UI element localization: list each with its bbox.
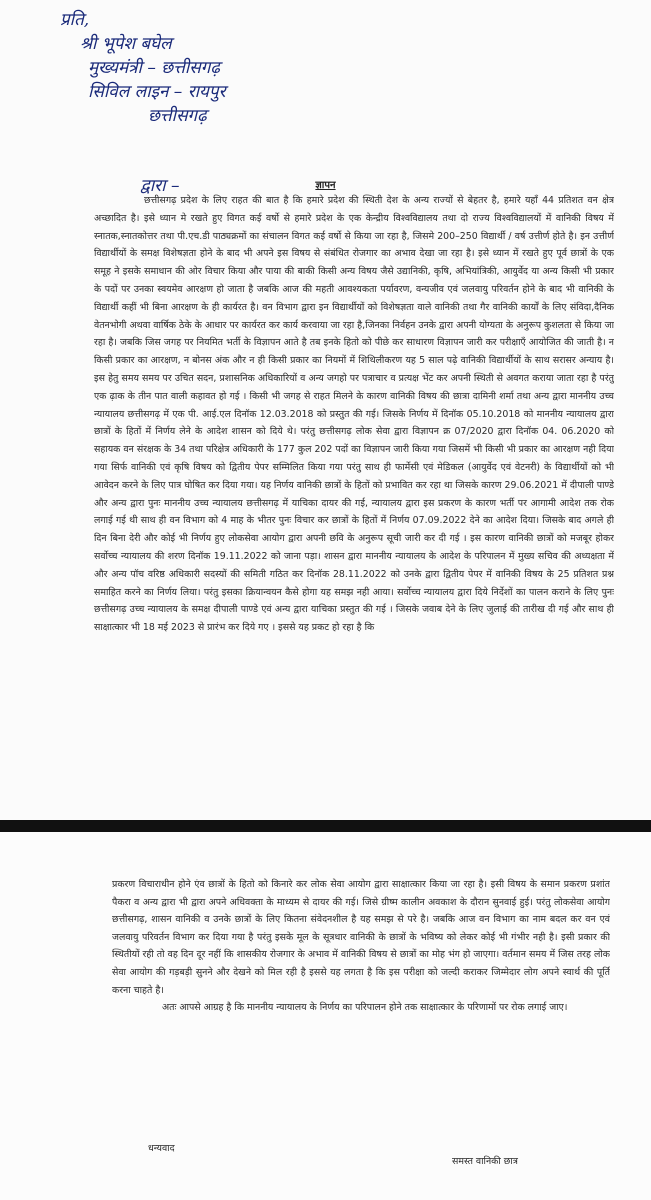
handwritten-address-block	[60, 8, 226, 128]
page-1-paragraph: छत्तीसगढ़ प्रदेश के लिए राहत की बात है कि हमारे प्रदेश की स्थिती देश के अन्य राज्यों से बेहतर है, हमारे यहाँ 44 प्रतिशत वन क्षेत्र अच्छादित है। इसे ध्यान मे रखते हुए विगत कई वर्षो से हमारे प्रदेश के एक केन्द्रीय विश्वविद्यालय तथा दो राज्य विश्वविद्यालयों में वानिकी विषय में स्नातक,स्नातकोत्तर तथा पी.एच.डी पाठ्यक्रमों का संचालन विगत कई वर्षो से किया जा रहा है, जिसमे 200–250 विद्यार्थी / वर्ष उत्तीर्ण होते है। इन उत्तीर्ण विद्यार्थीयों के समक्ष विशेषज्ञता होने के बाद भी अपने इस विषय से संबंधित रोजगार का अभाव देखा जा रहा है। इसे ध्यान में रखते हुए पूर्व छात्रों के एक समूह ने इसके समाधान की ओर विचार किया और पाया की बाकी किसी अन्य विषय जैसे उद्यानिकी, कृषि, अभियांत्रिकी, आयुर्वेद या अन्य किसी भी प्रकार के पदों पर उनका स्वयमेव आरक्षण हो जाता है जबकि आज की महती आवश्यकता पर्यावरण, वन्यजीव एवं जलवायु परिवर्तन होने के बाद भी वानिकी के विद्यार्थी कहीं भी बिना आरक्षण के ही कार्यरत है। वन विभाग द्वारा इन विद्यार्थीयों को विशेषज्ञता वाले वानिकी तथा गैर वानिकी कार्यों के लिए संविदा,दैनिक वेतनभोगी अथवा वार्षिक ठेके के आधार पर कार्यरत कर कार्य करवाया जा रहा है,जिनका निर्वहन उनके द्वारा अपनी योग्यता के अनुरूप कुशलता से किया जा रहा है। जबकि जिस जगह पर नियमित भर्ती के विज्ञापन आते है तब इनके हितो को पीछे कर साधारण विज्ञापन जारी कर परीक्षाएँ आयोजित की जाती है। न किसी प्रकार का आरक्षण, न बोनस अंक और न ही किसी प्रकार का नियमों में शिथिलीकरण यह 5 साल पढ़े वानिकी विद्यार्थीयों के साथ सरासर अन्याय है। इस हेतु समय समय पर उचित सदन, प्रशासनिक अधिकारियों व अन्य जगहो पर पत्राचार व प्रत्यक्ष भेंट कर अपनी स्थिती से अवगत कराया जाता रहा है परंतु एक ढ़ाक के तीन पात वाली कहावत हो गई । किसी भी जगह से राहत मिलने के कारण वानिकी विषय की छात्रा दामिनी शर्मा तथा अन्य द्वारा माननीय उच्च न्यायालय छत्तीसगढ़ में एक पी. आई.एल दिनॉक 12.03.2018 को प्रस्तुत की गई। जिसके निर्णय में दिनॉक 05.10.2018 को माननीय न्यायालय द्वारा छात्रों के हितों में निर्णय लेने के आदेश शासन को दिये थे। परंतु छत्तीसगढ़ लोक सेवा द्वारा विज्ञापन क्र 07/2020 द्वारा दिनॉक 04. 06.2020 को सहायक वन संरक्षक के 34 तथा परिक्षेत्र अधिकारी के 177 कुल 202 पदों का विज्ञापन जारी किया गया जिसमें भी किसी भी प्रकार का आरक्षण नही दिया गया सिर्फ वानिकी एवं कृषि विषय को द्वितीय पेपर सम्मिलित किया गया परंतु साथ ही फार्मेसी एवं मेडिकल (आयुर्वेद एवं वेटनरी) के विद्यार्थीयों को भी आवेदन करने के लिए पात्र घोषित कर दिया गया। यह निर्णय वानिकी छात्रों के हितों को प्रभावित कर रहा था जिसके कारण 29.06.2021 में दीपाली पाण्डे और अन्य द्वारा पुनः माननीय उच्च न्यायालय छत्तीसगढ़ में याचिका दायर की गई, न्यायालय द्वारा इस प्रकरण के कारण भर्ती पर आगामी आदेश तक रोक लगाई गई थी साथ ही वन विभाग को 4 माह के भीतर पुनः विचार कर छात्रों के हितों में निर्णय 07.09.2022 देने का आदेश दिया। जिसके बाद अगले ही दिन बिना देरी और कोई भी निर्णय हुए लोकसेवा आयोग द्वारा अपनी छवि के अनुरूप सूची जारी कर दी गई । इस कारण वानिकी छात्रों को मजबूर होकर सर्वोच्च न्यायालय की शरण दिनॉक 19.11.2022 को जाना पड़ा। शासन द्वारा माननीय न्यायालय के आदेश के परिपालन में मुख्य सचिव की अध्यक्षता में और अन्य पॉच वरिष्ठ अधिकारी सदस्यों की समिती गठित कर दिनॉक 28.11.2022 को उनके द्वारा द्वितीय पेपर में वानिकी विषय के 25 प्रतिशत प्रश्न समाहित करने का निर्णय लिया। परंतु इसका क्रियान्वयन कैसे होगा यह समझ नही आया। सर्वोच्च न्यायालय द्वारा दिये निर्देशों का पालन कराने के लिए पुनः छत्तीसगढ़ उच्च न्यायालय के समक्ष दीपाली पाण्डे एवं अन्य द्वारा याचिका प्रस्तुत की गई । जिसके जवाब देने के लिए जुलाई की तारीख दी गई और साथ ही साक्षात्कार भी 18 मई 2023 से प्रारंभ कर दिये गए । इससे यह प्रकट हो रहा है कि	[94, 195, 614, 634]
address-locality: सिविल लाइन – रायपुर	[88, 82, 226, 102]
document-title: ज्ञापन	[315, 180, 336, 191]
address-state: छत्तीसगढ़	[148, 106, 207, 126]
request-paragraph: अतः आपसे आग्रह है कि माननीय न्यायालय के निर्णय का परिपालन होने तक साक्षात्कार के परिणामों पर रोक लगाई जाए।	[162, 1002, 568, 1014]
address-recipient-title: मुख्यमंत्री – छत्तीसगढ़	[88, 58, 220, 78]
page-2-body	[112, 876, 610, 1096]
memorandum-page-2	[0, 832, 651, 1200]
page-1-body	[94, 192, 614, 812]
page-divider	[0, 820, 651, 832]
closing-thanks: धन्यवाद	[148, 1143, 175, 1154]
page-2-paragraph: प्रकरण विचाराधीन होने एंव छात्रों के हितो को किनारे कर लोक सेवा आयोग द्वारा साक्षात्कार किया जा रहा है। इसी विषय के समान प्रकरण प्रशांत पैकरा व अन्य द्वारा भी द्वारा अपने अधिवक्ता के माध्यम से दायर की गई। जिसे ग्रीष्म कालीन अवकाश के दौरान सुनवाई हुई। परंतु लोकसेवा आयोग छत्तीसगढ़, शासन वानिकी व उनके छात्रों के लिए कितना संवेदनशील है यह समझ से परे है। जबकि आज वन विभाग का नाम बदल कर वन एवं जलवायु परिवर्तन विभाग कर दिया गया है परंतु इसके मूल के सूत्रधार वानिकी के छात्रों के भविष्य को लेकर कोई भी गंभीर नही है। इसी प्रकार की स्थितीयों रही तो वह दिन दूर नहीं कि शासकीय रोजगार के अभाव में वानिकी विषय से छात्रों का मोह भंग हो जाएगा। वर्तमान समय में जिस तरह लोक सेवा आयोग की गड़बड़ी सुनने और देखने को मिल रही है इससे यह लगता है कि इस परीक्षा को जल्दी कराकर जिम्मेदार लोग अपने स्वार्थ की पूर्ति करना चाहते है।	[112, 879, 610, 996]
signature-line: समस्त वानिकी छात्र	[452, 1156, 518, 1167]
handwritten-from-label: द्वारा –	[140, 176, 180, 196]
address-recipient-name: श्री भूपेश बघेल	[80, 34, 172, 54]
address-salutation: प्रति,	[60, 10, 90, 30]
